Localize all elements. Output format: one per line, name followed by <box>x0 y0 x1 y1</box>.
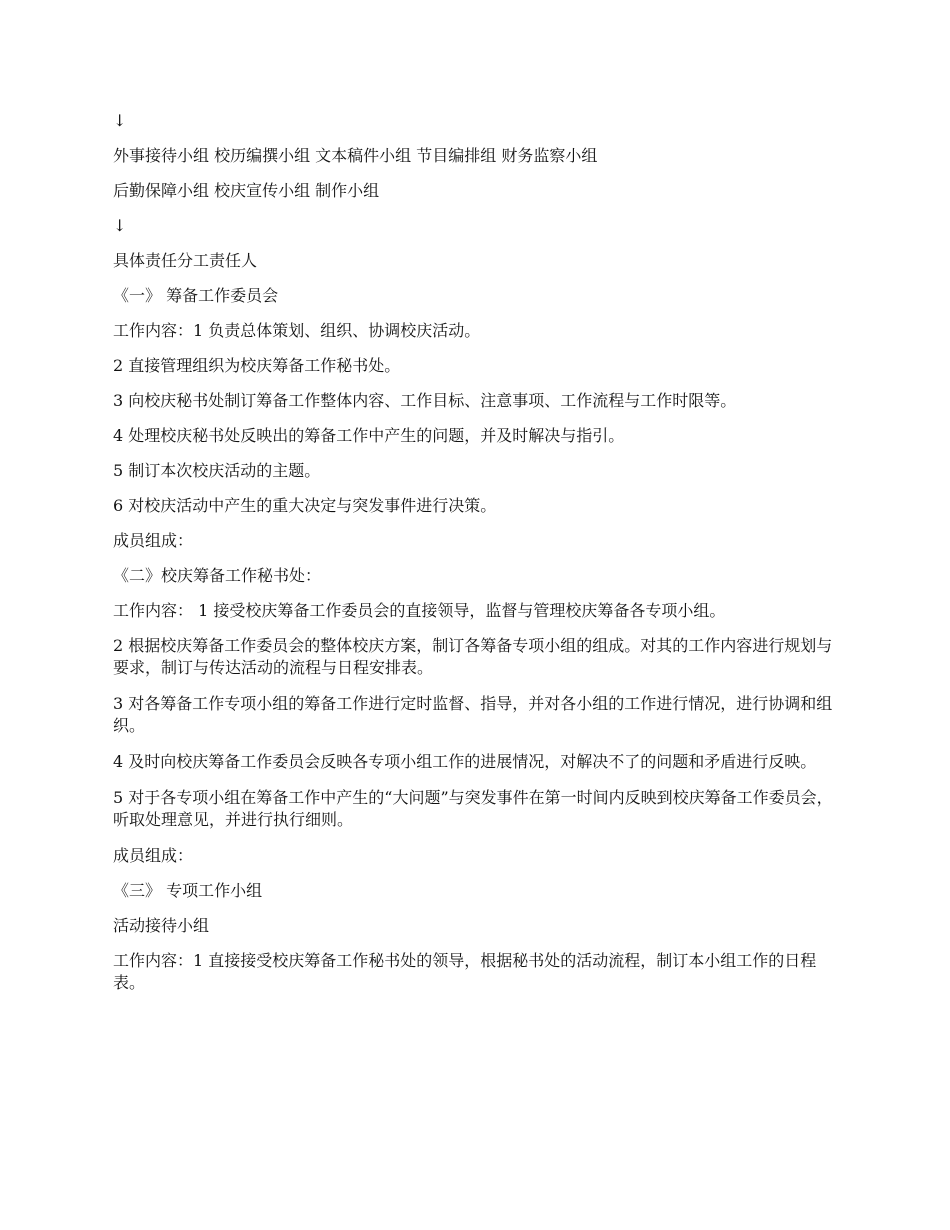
body-paragraph: 工作内容：1 直接接受校庆筹备工作秘书处的领导，根据秘书处的活动流程，制订本小组工作的日程表。 <box>113 951 817 992</box>
document-body <box>113 110 838 1008</box>
body-paragraph: 2 根据校庆筹备工作委员会的整体校庆方案，制订各筹备专项小组的组成。对其的工作内容进行规划与要求，制订与传达活动的流程与日程安排表。 <box>113 636 833 677</box>
placeholder-marker: ↓ <box>113 216 127 235</box>
body-paragraph: 4 处理校庆秘书处反映出的筹备工作中产生的问题，并及时解决与指引。 <box>113 426 625 445</box>
body-paragraph: 工作内容：1 负责总体策划、组织、协调校庆活动。 <box>113 321 481 340</box>
section-heading: 《三》 专项工作小组 <box>113 881 263 900</box>
section-heading: 《一》 筹备工作委员会 <box>113 286 279 305</box>
placeholder-marker: ↓ <box>113 111 127 130</box>
subsection-heading: 活动接待小组 <box>113 916 210 935</box>
section-heading: 《二》校庆筹备工作秘书处： <box>113 566 322 585</box>
body-paragraph: 5 制订本次校庆活动的主题。 <box>113 461 321 480</box>
body-paragraph: 3 对各筹备工作专项小组的筹备工作进行定时监督、指导，并对各小组的工作进行情况，进行协调和组织。 <box>113 694 833 735</box>
group-list-line-1: 外事接待小组 校历编撰小组 文本稿件小组 节目编排组 财务监察小组 <box>113 146 598 165</box>
group-list-line-2: 后勤保障小组 校庆宣传小组 制作小组 <box>113 181 380 200</box>
members-label: 成员组成： <box>113 846 194 865</box>
members-label: 成员组成： <box>113 531 194 550</box>
body-paragraph: 5 对于各专项小组在筹备工作中产生的“大问题”与突发事件在第一时间内反映到校庆筹备工作委员会，听取处理意见，并进行执行细则。 <box>113 788 833 829</box>
section-heading: 具体责任分工责任人 <box>113 251 258 270</box>
body-paragraph: 6 对校庆活动中产生的重大决定与突发事件进行决策。 <box>113 496 497 515</box>
body-paragraph: 工作内容： 1 接受校庆筹备工作委员会的直接领导，监督与管理校庆筹备各专项小组。 <box>113 601 726 620</box>
body-paragraph: 4 及时向校庆筹备工作委员会反映各专项小组工作的进展情况，对解决不了的问题和矛盾进行反映。 <box>113 752 817 771</box>
body-paragraph: 3 向校庆秘书处制订筹备工作整体内容、工作目标、注意事项、工作流程与工作时限等。 <box>113 391 737 410</box>
body-paragraph: 2 直接管理组织为校庆筹备工作秘书处。 <box>113 356 401 375</box>
